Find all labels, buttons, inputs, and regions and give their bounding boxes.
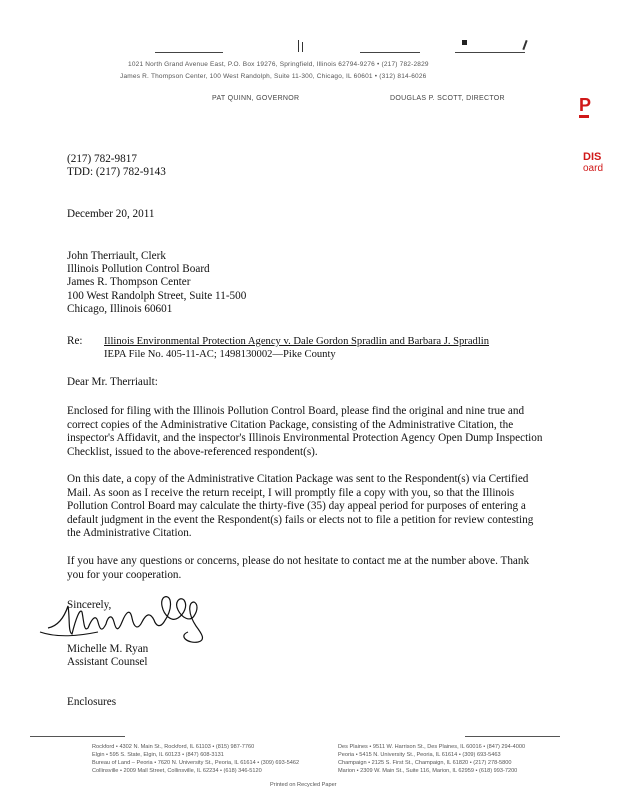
body-paragraph-2: On this date, a copy of the Administrative Citation Package was sent to the Respondent(s) via Certified Mail. As soon as I receive the return receipt, I will promptly file a copy with you, so that the Illinois Pollution Control Board may calculate the thirty-five (35) day appeal period for purposes of entering a default judgment in the event the Respondent(s) fails or elects not to file a petition for review contesting the Administrative Citation. bbox=[67, 473, 534, 540]
re-file-number: IEPA File No. 405-11-AC; 1498130002—Pike County bbox=[104, 349, 336, 360]
letterhead-rule-right bbox=[455, 52, 525, 53]
footer-rule-left bbox=[30, 736, 125, 737]
recipient-org: Illinois Pollution Control Board bbox=[67, 263, 210, 275]
file-stamp-line2: oard bbox=[583, 163, 604, 174]
footer-office-left-3: Bureau of Land – Peoria • 7620 N. University St., Peoria, IL 61614 • (309) 693-5462 bbox=[92, 760, 300, 766]
closing-sincerely: Sincerely, bbox=[67, 599, 112, 611]
footer-office-left-2: Elgin • 595 S. State, Elgin, IL 60123 • (847) 608-3131 bbox=[92, 752, 224, 758]
letterhead-mark bbox=[522, 40, 527, 50]
contact-phone: (217) 782-9817 bbox=[67, 153, 137, 165]
letterhead-address-2: James R. Thompson Center, 100 West Randolph, Suite 11-300, Chicago, IL 60601 • (312) 814-6026 bbox=[120, 73, 427, 80]
file-stamp-letter: P bbox=[579, 95, 592, 115]
letterhead-mark bbox=[462, 40, 467, 45]
footer-office-right-4: Marion • 2309 W. Main St., Suite 116, Marion, IL 62959 • (618) 993-7200 bbox=[338, 768, 518, 774]
signature bbox=[38, 588, 238, 648]
footer-office-right-2: Peoria • 5415 N. University St., Peoria, IL 61614 • (309) 693-5463 bbox=[338, 752, 501, 758]
recipient-building: James R. Thompson Center bbox=[67, 276, 191, 288]
re-label: Re: bbox=[67, 335, 83, 347]
director-name: DOUGLAS P. SCOTT, DIRECTOR bbox=[390, 95, 505, 102]
signer-title: Assistant Counsel bbox=[67, 656, 148, 668]
letterhead-rule-left bbox=[155, 52, 223, 53]
letterhead-mark bbox=[302, 42, 303, 52]
footer-office-right-1: Des Plaines • 9511 W. Harrison St., Des Plaines, IL 60016 • (847) 294-4000 bbox=[338, 744, 526, 750]
body-paragraph-1: Enclosed for filing with the Illinois Pollution Control Board, please find the original and nine true and correct copies of the Administrative Citation Package, consisting of the Administrative Citation, the inspector's Affidavit, and the inspector's Illinois Environmental Protection Agency Open Dump Inspection Checklist, issued to the above-referenced respondent(s). bbox=[67, 405, 543, 458]
recipient-city: Chicago, Illinois 60601 bbox=[67, 303, 173, 315]
enclosures-note: Enclosures bbox=[67, 696, 117, 708]
file-stamp-line1: DIS bbox=[583, 151, 602, 163]
letterhead-mark bbox=[298, 40, 299, 52]
footer-office-left-4: Collinsville • 2009 Mall Street, Collinsville, IL 62234 • (618) 346-5120 bbox=[92, 768, 262, 774]
signer-name: Michelle M. Ryan bbox=[67, 643, 149, 655]
letterhead-address-1: 1021 North Grand Avenue East, P.O. Box 19276, Springfield, Illinois 62794-9276 • (217) 782-2829 bbox=[128, 61, 429, 68]
salutation: Dear Mr. Therriault: bbox=[67, 376, 158, 388]
file-stamp-bar bbox=[579, 115, 589, 118]
footer-office-right-3: Champaign • 2125 S. First St., Champaign, IL 61820 • (217) 278-5800 bbox=[338, 760, 512, 766]
governor-name: PAT QUINN, GOVERNOR bbox=[212, 95, 300, 102]
contact-tdd: TDD: (217) 782-9143 bbox=[67, 166, 166, 178]
body-paragraph-3: If you have any questions or concerns, please do not hesitate to contact me at the number above. Thank you for your cooperation. bbox=[67, 555, 530, 581]
footer-rule-right bbox=[465, 736, 560, 737]
letter-date: December 20, 2011 bbox=[67, 208, 155, 220]
recipient-name: John Therriault, Clerk bbox=[67, 250, 166, 262]
recipient-street: 100 West Randolph Street, Suite 11-500 bbox=[67, 290, 247, 302]
letterhead-rule-mid bbox=[360, 52, 420, 53]
footer-recycled-note: Printed on Recycled Paper bbox=[270, 782, 337, 788]
re-case-title: Illinois Environmental Protection Agency v. Dale Gordon Spradlin and Barbara J. Spradlin bbox=[104, 336, 490, 347]
footer-office-left-1: Rockford • 4302 N. Main St., Rockford, IL 61103 • (815) 987-7760 bbox=[92, 744, 255, 750]
